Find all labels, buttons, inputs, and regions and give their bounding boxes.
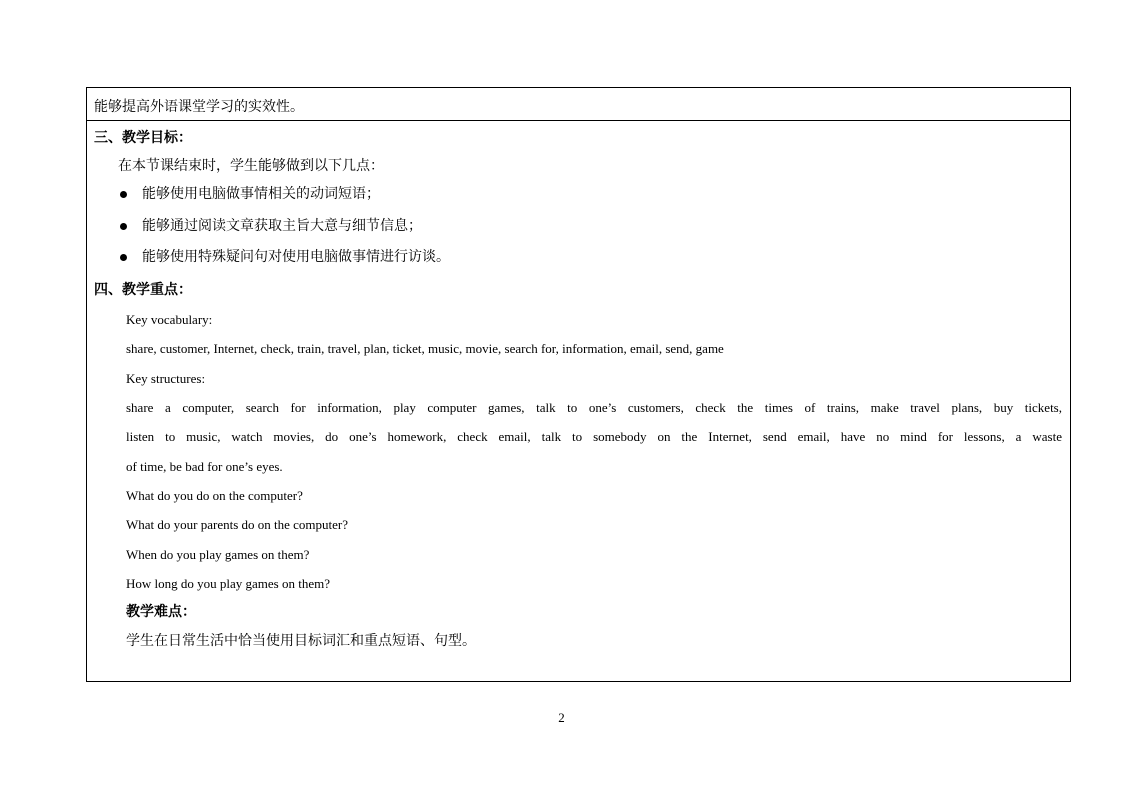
page-number: 2 [558, 710, 565, 725]
key-question: How long do you play games on them? [126, 576, 330, 591]
key-vocabulary-list: share, customer, Internet, check, train, travel, plan, ticket, music, movie, search for, information, email, send, game [126, 341, 724, 356]
key-structures-label: Key structures: [126, 371, 206, 386]
objectives-heading: 三、教学目标： [94, 130, 192, 146]
objectives-intro: 在本节课结束时，学生能够做到以下几点： [118, 158, 384, 174]
key-question: When do you play games on them? [126, 547, 310, 562]
continuation-text: 能够提高外语课堂学习的实效性。 [94, 99, 304, 115]
objective-item: 能够使用特殊疑问句对使用电脑做事情进行访谈。 [142, 249, 450, 265]
lesson-plan-table [86, 87, 1071, 682]
objective-item: 能够通过阅读文章获取主旨大意与细节信息； [142, 218, 422, 234]
key-question: What do your parents do on the computer? [126, 517, 349, 532]
bullet-icon [120, 254, 127, 261]
bullet-icon [120, 191, 127, 198]
key-structures-line: listen to music, watch movies, do one’s homework, check email, talk to somebody on the Internet, send email, have no mind for lessons, a waste [126, 429, 1062, 444]
key-vocabulary-label: Key vocabulary: [126, 312, 213, 327]
bullet-icon [120, 223, 127, 230]
difficulties-heading: 教学难点： [126, 604, 196, 620]
objective-item: 能够使用电脑做事情相关的动词短语； [142, 186, 380, 202]
key-question: What do you do on the computer? [126, 488, 303, 503]
key-points-heading: 四、教学重点： [94, 282, 192, 298]
difficulties-text: 学生在日常生活中恰当使用目标词汇和重点短语、句型。 [126, 633, 476, 649]
key-structures-line: of time, be bad for one’s eyes. [126, 459, 283, 474]
key-structures-line: share a computer, search for information, play computer games, talk to one’s customers, check the times of trains, make travel plans, buy tickets, [126, 400, 1062, 415]
table-row-divider [87, 120, 1070, 121]
